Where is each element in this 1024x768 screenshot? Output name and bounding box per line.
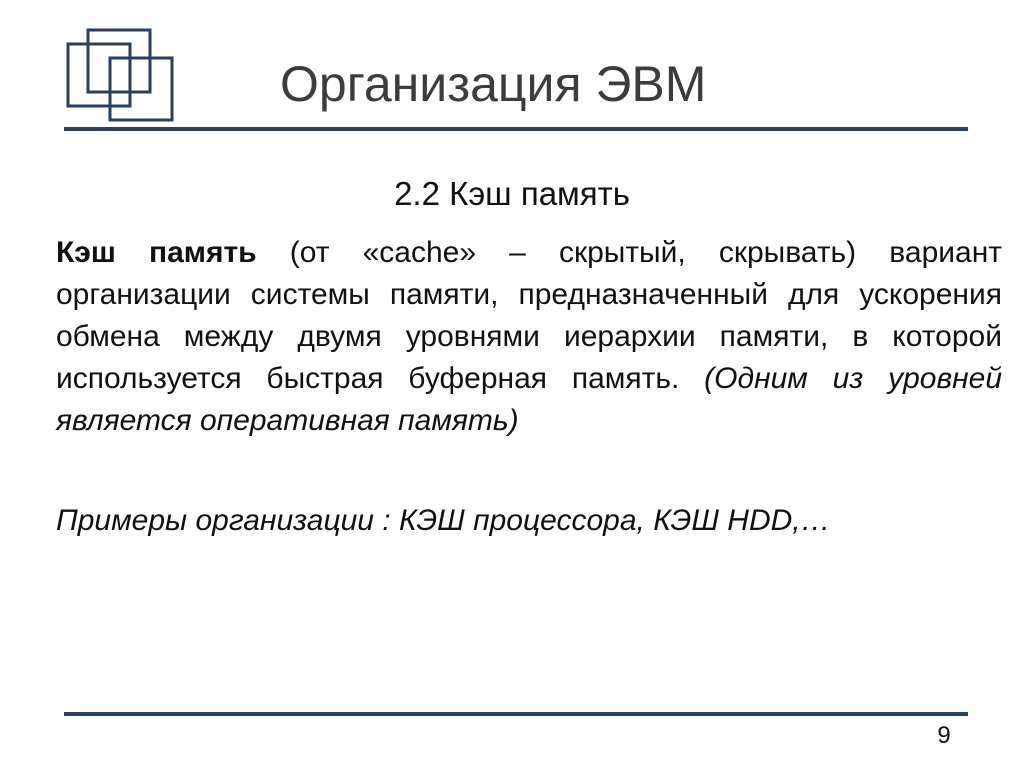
- footer-divider: [64, 712, 968, 716]
- title-divider: [64, 127, 968, 131]
- examples-line: Примеры организации : КЭШ процессора, КЭШ HDD,…: [56, 504, 831, 537]
- definition-text: (от «cache» – скрытый, скрывать) вариант организации системы памяти, предназначенный для ускорения обмена между двумя уровнями иерархии памяти, в которой используется быстрая буферная память.: [56, 236, 1003, 395]
- overlapping-squares-logo-icon: [66, 28, 176, 124]
- slide-title: Организация ЭВМ: [280, 56, 707, 112]
- definition-note: (Одним из уровней является оперативная память): [56, 362, 1002, 437]
- definition-paragraph: [56, 232, 1002, 442]
- defined-term: Кэш память: [56, 236, 257, 269]
- page-number: 9: [937, 722, 951, 749]
- section-heading: 2.2 Кэш память: [394, 175, 630, 212]
